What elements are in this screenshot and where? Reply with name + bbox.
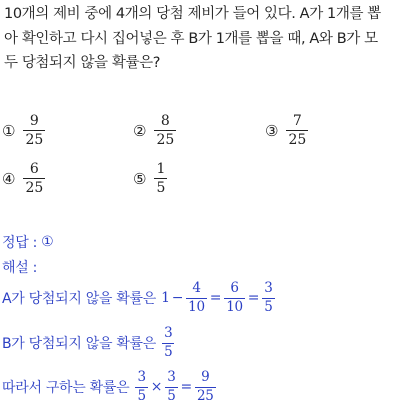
choice-2[interactable] [133,114,178,147]
choice-2-denominator: 25 [156,132,175,148]
question-line-2: 아 확인하고 다시 집어넣은 후 B가 1개를 뽑을 때, A와 B가 모 [4,30,378,47]
solution-line-c [2,371,218,403]
denominator: 10 [226,298,243,315]
choice-5-fraction [154,162,167,195]
solution-b-fraction [162,327,174,359]
solution-line-a [2,282,277,314]
choice-2-numerator: 8 [160,113,170,129]
solution-line-b [2,327,176,359]
numerator: 3 [167,369,176,385]
choice-5-numerator: 1 [156,161,166,177]
solution-a-one: 1 [161,290,170,306]
denominator: 25 [196,387,214,404]
choice-1-fraction [23,114,45,147]
choice-4-denominator: 25 [25,180,44,196]
solution-a-fraction-1 [186,282,207,314]
choice-4-numerator: 6 [29,161,39,177]
question-line-3: 두 당첨되지 않을 확률은? [4,55,160,71]
choice-3-denominator: 25 [288,132,307,148]
numerator: 9 [201,369,210,385]
denominator: 5 [137,387,146,404]
choice-1[interactable] [2,114,47,147]
choice-3-fraction [286,114,308,147]
equals-sign: = [180,379,192,395]
solution-label: 해설 : [2,260,38,276]
denominator: 10 [188,298,205,315]
numerator: 6 [230,280,239,296]
choice-3-numerator: 7 [292,113,302,129]
choice-2-fraction [154,114,176,147]
choice-1-denominator: 25 [25,132,44,148]
equals-sign: = [247,290,260,306]
choice-1-numerator: 9 [29,113,39,129]
denominator: 5 [164,343,173,360]
minus-sign: − [171,290,184,306]
answer-label: 정답 : [2,235,42,251]
solution-b-text: B가 당첨되지 않을 확률은 [2,336,161,352]
solution-c-text: 따라서 구하는 확률은 [2,380,134,396]
question-line-1: 10개의 제비 중에 4개의 당첨 제비가 들어 있다. A가 1개를 뽑 [4,6,381,22]
numerator: 3 [164,325,173,341]
times-sign: × [150,379,163,395]
equals-sign: = [209,290,222,306]
solution-c-fraction-1 [135,371,147,403]
solution-a-fraction-3 [262,282,274,314]
solution-label-line [2,257,37,277]
choice-5-denominator: 5 [156,180,166,196]
choice-3-mark: ③ [265,121,279,140]
question-text [4,2,398,76]
choice-2-mark: ② [133,121,147,140]
choice-4[interactable] [2,162,47,195]
answer-line [2,232,53,252]
choice-3[interactable] [265,114,310,147]
solution-a-text: A가 당첨되지 않을 확률은 [2,291,161,307]
choice-5[interactable] [133,162,169,195]
answer-value: ① [41,234,54,250]
numerator: 3 [264,280,273,296]
denominator: 5 [264,298,273,315]
solution-c-fraction-3 [195,371,216,403]
numerator: 3 [137,369,146,385]
choice-4-mark: ④ [2,169,16,188]
choice-5-mark: ⑤ [133,169,147,188]
choice-4-fraction [23,162,45,195]
solution-c-fraction-2 [165,371,177,403]
solution-a-fraction-2 [224,282,245,314]
denominator: 5 [167,387,176,404]
choice-1-mark: ① [2,121,16,140]
numerator: 4 [192,280,201,296]
